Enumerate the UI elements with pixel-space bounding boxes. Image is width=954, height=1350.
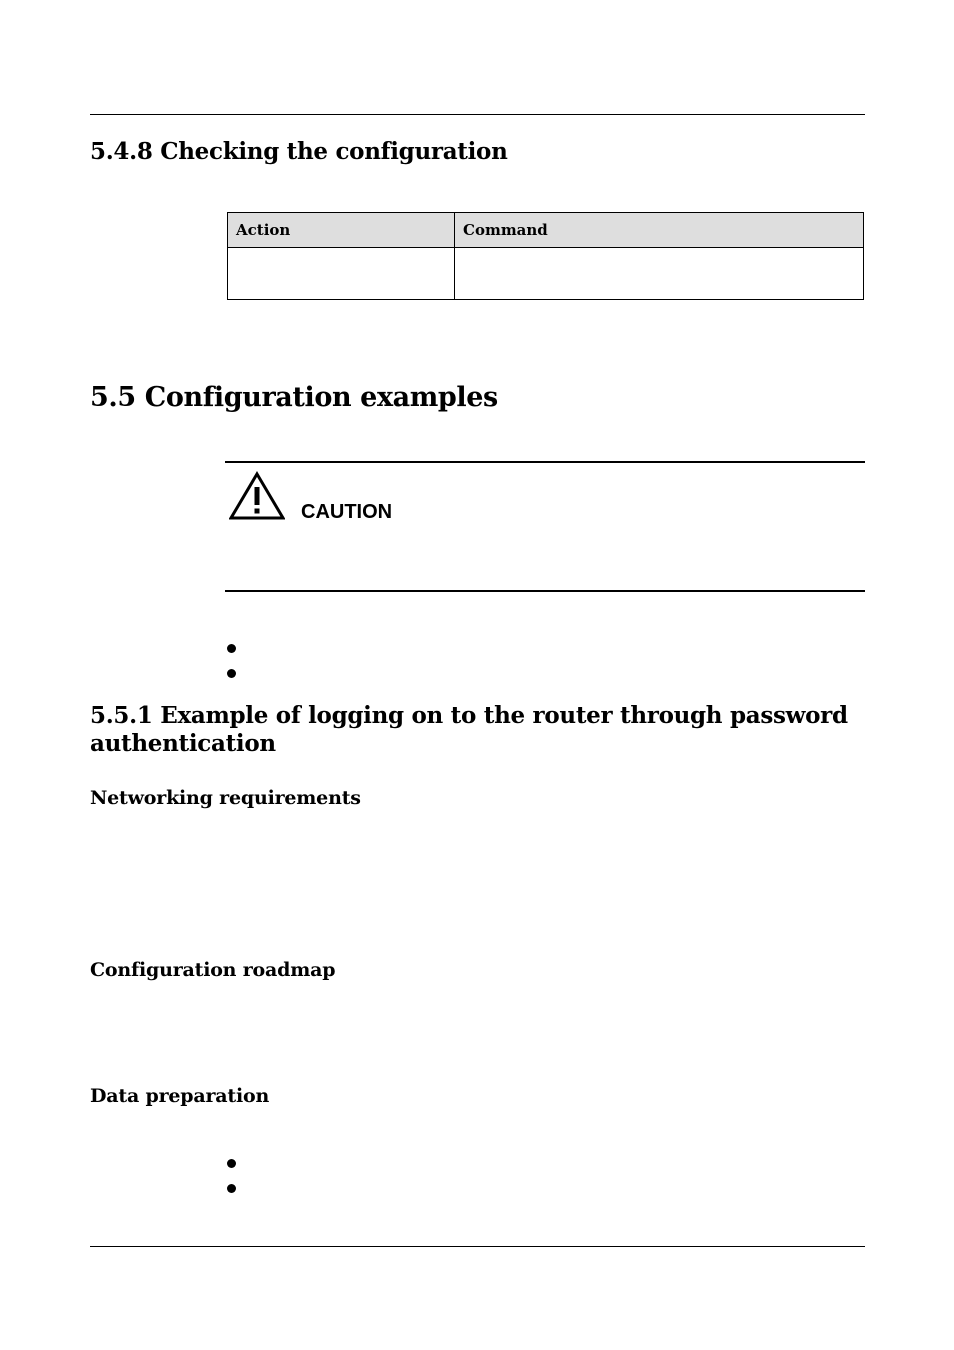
footer-rule xyxy=(90,1246,865,1247)
section-heading-5-5-1-line1: 5.5.1 Example of logging on to the router through password xyxy=(90,702,848,729)
bullet-point xyxy=(227,669,236,678)
table-header-row xyxy=(228,213,864,248)
section-heading-5-4-8: 5.4.8 Checking the configuration xyxy=(90,138,508,165)
table-header-command: Command xyxy=(455,213,864,248)
checking-config-table xyxy=(227,212,864,300)
bullet-point xyxy=(227,644,236,653)
warning-triangle-icon xyxy=(229,471,285,521)
section-heading-5-5-1-line2: authentication xyxy=(90,730,276,757)
data-preparation-heading: Data preparation xyxy=(90,1085,270,1107)
caution-notice xyxy=(225,461,865,592)
configuration-roadmap-heading: Configuration roadmap xyxy=(90,959,336,981)
bullet-point xyxy=(227,1184,236,1193)
section-heading-5-5-1 xyxy=(90,702,865,758)
table-cell-action xyxy=(228,248,455,300)
table-cell-command xyxy=(455,248,864,300)
table-row xyxy=(228,248,864,300)
caution-label: CAUTION xyxy=(301,501,393,523)
networking-requirements-heading: Networking requirements xyxy=(90,787,361,809)
bullet-point xyxy=(227,1159,236,1168)
table-header-action: Action xyxy=(228,213,455,248)
section-heading-5-5: 5.5 Configuration examples xyxy=(90,382,498,413)
header-rule xyxy=(90,114,865,115)
